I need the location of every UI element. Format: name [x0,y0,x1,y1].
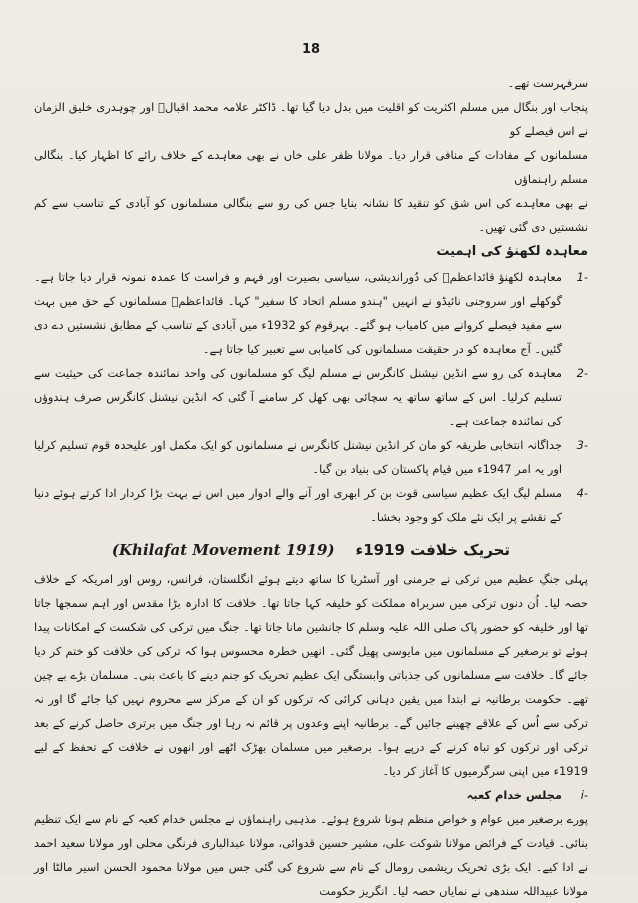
final-paragraph: پورے برصغیر میں عوام و خواص منظم ہونا شروع ہوئے۔ مذہبی راہنماؤں نے مجلس خدام کعبہ کے نام سے ایک تنظیم بنائی۔ قیادت کے فرائض مولانا شوکت علی، مشیر حسین قدوائی، مولانا عبدالباری فرنگی محلی اور مولانا سعید احمد نے ادا کیے۔ ایک بڑی تحریک ریشمی رومال کے نام سے شروع کی گئی جس میں مولانا محمود الحسن اسیر مالٹا اور مولانا عبیداللہ سندھی نے نمایاں حصہ لیا۔ انگریز حکومت [34,812,588,898]
intro-line: پنجاب اور بنگال میں مسلم اکثریت کو اقلیت میں بدل دیا گیا تھا۔ ڈاکٹر علامہ محمد اقبالؒ اور چوہدری خلیق الزمان نے اس فیصلے کو [34,100,588,138]
page-number: 18 [301,42,321,57]
list-number: -1 [576,270,588,284]
subheading-text: مجلس خدام کعبہ [466,788,562,802]
list-text: معاہدہ کی رو سے انڈین نیشنل کانگرس نے مسلم لیگ کو مسلمانوں کی واحد نمائندہ جماعت کی حیثیت سے تسلیم کرلیا۔ اس کے ساتھ ساتھ یہ سچائی بھی کھل کر سامنے آ گئی کہ انڈین نیشنل کانگرس صرف ہندوؤں کی نمائندہ جماعت ہے۔ [34,366,562,428]
section-title-english: (Khilafat Movement 1919) [111,541,335,559]
list-item [34,433,588,481]
section-title [34,535,588,565]
list-text: جداگانہ انتخابی طریقہ کو مان کر انڈین نیشنل کانگرس نے مسلمانوں کو ایک مکمل اور علیحدہ قوم تسلیم کرلیا اور یہ امر 1947ء میں قیام پاکستان کی بنیاد بن گیا۔ [34,438,562,476]
list-number: -3 [576,438,588,452]
list-item [34,265,588,361]
intro-line: نے بھی معاہدے کی اس شق کو تنقید کا نشانہ بنایا جس کی رو سے بنگالی مسلمانوں کو آبادی کے تناسب سے کم نشستیں دی گئی تھیں۔ [34,196,588,234]
subheading [34,783,588,807]
intro-block [34,71,588,239]
list-item [34,481,588,529]
list-text: مسلم لیگ ایک عظیم سیاسی قوت بن کر ابھری اور آنے والے ادوار میں اس نے بہت بڑا کردار ادا کرتے ہوئے دنیا کے نقشے پر ایک نئے ملک کو وجود بخشا۔ [34,486,562,524]
list-text: معاہدہ لکھنؤ قائداعظمؒ کی دُوراندیشی، سیاسی بصیرت اور فہم و فراست کا عمدہ نمونہ قرار دیا جاتا ہے۔ گوکھلے اور سروجنی نائیڈو نے انہیں "ہندو مسلم اتحاد کا سفیر" کہا۔ قائداعظمؒ مسلمانوں کے حق میں بہت سے مفید فیصلے کروانے میں کامیاب ہو گئے۔ بہرقوم کو 1932ء میں آبادی کے تناسب کے مطابق نشستیں دے دی گئیں۔ آج معاہدہ کو در حقیقت مسلمانوں کی کامیابی سے تعبیر کیا جاتا ہے۔ [34,270,562,356]
importance-heading: معاہدہ لکھنؤ کی اہمیت [436,244,588,259]
intro-line: مسلمانوں کے مفادات کے منافی قرار دیا۔ مولانا ظفر علی خاں نے بھی معاہدے کے خلاف رائے کا اظہار کیا۔ بنگالی مسلم راہنماؤں [34,148,588,186]
khilafat-paragraph: پہلی جنگِ عظیم میں ترکی نے جرمنی اور آسٹریا کا ساتھ دیتے ہوئے انگلستان، فرانس، روس اور امریکہ کے خلاف حصہ لیا۔ اُن دنوں ترکی میں سربراہ مملکت کو خلیفہ کہا جاتا تھا۔ خلافت کا ادارہ بڑا مقدس اور اہم سمجھا جاتا تھا اور خلیفہ کو حضور پاک صلی اللہ علیہ وسلم کا جانشین مانا جاتا تھا۔ جنگ میں ترکی کی شکست کے امکانات پیدا ہوئے تو برصغیر کے مسلمانوں میں مایوسی پھیل گئی۔ انھیں خطرہ محسوس ہوا کہ ترکی کی خلافت کو ختم کر دیا جائے گا۔ خلافت سے مسلمانوں کی جذباتی وابستگی ایک عظیم تحریک کو جنم دینے کا باعث بنی۔ مسلمان بڑے بے چین تھے۔ حکومت برطانیہ نے ابتدا میں یقین دہانی کرائی کہ ترکوں کو ان کے مرکز سے محروم نہیں کیا جائے گا اور نہ ترکی سے اُس کے علاقے چھینے جائیں گے۔ برطانیہ اپنے وعدوں پر قائم نہ رہا اور جنگ میں برتری حاصل کرنے کے بعد ترکی اور ترکوں کو تباہ کرنے کے درپے ہوا۔ برصغیر میں مسلمان بھڑک اٹھے اور انھوں نے خلافت کے تحفظ کے لیے 1919ء میں اپنی سرگرمیوں کا آغاز کر دیا۔ [34,572,588,778]
importance-list [34,265,588,529]
list-item [34,361,588,433]
intro-line: سرفہرست تھے۔ [507,76,588,90]
list-number: -4 [576,486,588,500]
section-title-urdu: تحریک خلافت 1919ء [355,541,511,559]
subheading-number: -i [580,788,588,802]
list-number: -2 [576,366,588,380]
